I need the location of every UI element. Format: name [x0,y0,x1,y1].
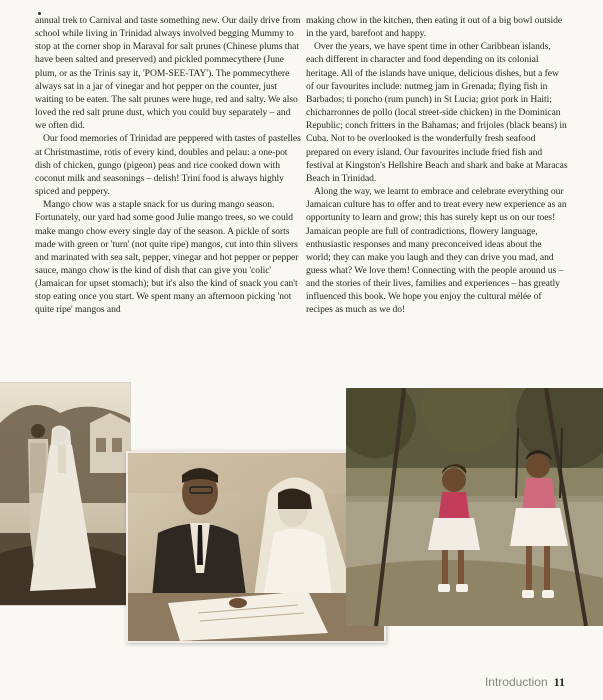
paragraph: Over the years, we have spent time in other Caribbean islands, each different in character and food depending on its colonial heritage. All of the islands have unique, delicious dishes, but a few of our favourites include: nutmeg jam in Grenada; flying fish in Barbados; ti poncho (rum punch) in St Lucia; griot pork in Haiti; chicharronnes de pollo (local street-side chicken) in the Dominican Republic; conch fritters in the Bahamas; and frijoles (black beans) in Cuba. Not to be overlooked is the wonderfully fresh seafood prepared on every island. Our favourites include fried fish and festival at Kingston's Hellshire Beach and shark and bake at Maracas Beach in Trinidad. [306,41,568,184]
wedding-couple-photo [0,383,130,605]
paragraph: making chow in the kitchen, then eating it out of a big bowl outside in the yard, barefoot and happy. [306,15,563,40]
paragraph: annual trek to Carnival and taste something new. Our daily drive from school while living in Trinidad always involved begging Mummy to stop at the corner shop in Maraval for salt prunes (Chinese plums that have been salted and preserved) and pickled pommecythere (June plum, or as the Trinis say it, 'POM-SEE-TAY'). The pommecythere always sat in a jar of vinegar and hot pepper on the counter, just waiting to be eaten. The salt prunes were huge, red and salty. We also loved the red salt prune dust, which you could buy separately – and we often did. [35,15,301,132]
paragraph: Mango chow was a staple snack for us during mango season. Fortunately, our yard had some good Julie mango trees, so we could make mango chow every single day of the season. A pickle of sorts made with green or 'turn' (not quite ripe) mangos, cut into thin slivers and marinated with sea salt, pepper, vinegar and hot pepper or pepper sauce, mango chow is the kind of dish that can give you 'colic' (Jamaican for upset stomach); but it's also the kind of snack you can't stop eating once you start. We spent many an afternoon picking 'not quite ripe' mangos and [35,199,299,316]
left-text-column [35,14,303,317]
girls-playground-photo [346,388,603,626]
paragraph: Along the way, we learnt to embrace and celebrate everything our Jamaican culture has to offer and to treat every new experience as an opportunity to learn and grow; this has surely kept us on our toes! Jamaican people are full of contradictions, flowery language, enthusiastic responses and many preconceived ideas about the world; they can make you laugh and they can drive you mad, and guess what? We love them! Connecting with the people around us – and the stories of their lives, families and experiences – has greatly influenced this book. We hope you enjoy the cultural mélée of recipes as much as we do! [306,186,567,316]
right-text-column [306,14,568,317]
paragraph: Our food memories of Trinidad are peppered with tastes of pastelles at Christmastime, rotis of every kind, doubles and pelau: a one-pot dish of chicken, gungo (pigeon) peas and rice cooked down with coconut milk and seasonings – delish! Trini food is always highly spiced and peppery. [35,133,301,198]
page-footer [485,675,565,690]
page-number: 11 [553,675,565,689]
section-title: Introduction [484,675,548,689]
